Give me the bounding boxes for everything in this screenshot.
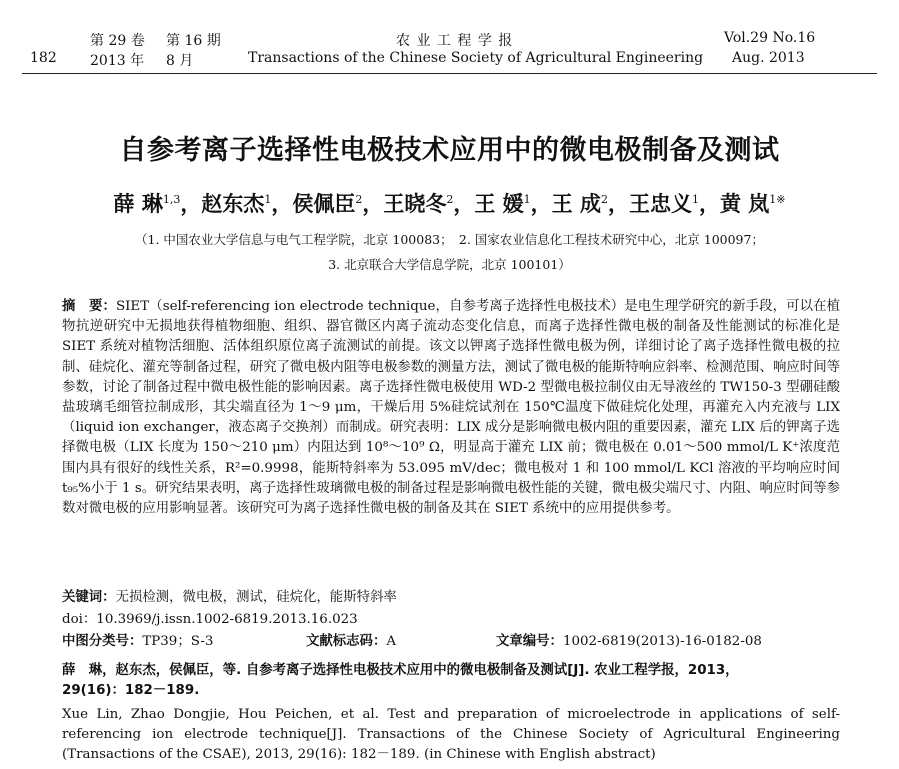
author-name: 薛 琳 xyxy=(113,192,163,216)
author xyxy=(474,192,530,216)
abstract xyxy=(62,297,840,519)
author-separator: ， xyxy=(530,192,552,216)
author-name: 王 媛 xyxy=(474,192,524,216)
citation-en: Xue Lin, Zhao Dongjie, Hou Peichen, et al. Test and preparation of microelectrode in applications of self-referencing ion electrode technique[J]. Transactions of the Chinese Society of Agricultural Engineering (Transactions of the CSAE), 2013, 29(16): 182－189. (in Chinese with English abstract) xyxy=(62,707,840,763)
author-list xyxy=(0,188,899,218)
author-name: 黄 岚 xyxy=(719,192,770,216)
month-cn: 8 月 xyxy=(166,53,194,69)
author xyxy=(114,192,181,216)
clc-number xyxy=(62,630,213,649)
author-separator: ， xyxy=(271,192,293,216)
author-name: 王 成 xyxy=(551,192,601,216)
author-affiliation-mark: 1 xyxy=(691,193,699,206)
paper-title: 自参考离子选择性电极技术应用中的微电极制备及测试 xyxy=(119,135,780,166)
author xyxy=(552,192,608,216)
author xyxy=(383,192,453,216)
year-cn: 2013 年 xyxy=(90,53,145,69)
article-no-label: 文章编号： xyxy=(496,634,563,649)
author-separator: ， xyxy=(607,192,629,216)
article-number xyxy=(496,630,762,649)
doc-code-value: A xyxy=(386,634,397,649)
keywords-label: 关键词： xyxy=(62,590,116,605)
header-rule xyxy=(22,73,877,74)
author xyxy=(629,192,699,216)
journal-name-cn: 农 业 工 程 学 报 xyxy=(396,33,514,49)
article-no-value: 1002-6819(2013)-16-0182-08 xyxy=(562,634,762,649)
author-affiliation-mark: 2 xyxy=(446,193,454,206)
author-separator: ， xyxy=(698,192,720,216)
author xyxy=(720,192,786,216)
author-separator: ， xyxy=(180,192,202,216)
author-separator: ， xyxy=(362,192,384,216)
keywords-text: 无损检测，微电极，测试，硅烷化，能斯特斜率 xyxy=(115,590,397,605)
author-affiliation-mark: 2 xyxy=(355,193,363,206)
citation-cn-line-1: 薛 琳，赵东杰，侯佩臣，等. 自参考离子选择性电极技术应用中的微电极制备及测试[J]. 农业工程学报，2013， xyxy=(62,663,739,678)
volume-cn: 第 29 卷 xyxy=(90,33,145,49)
affiliations-line-1: （1. 中国农业大学信息与电气工程学院，北京 100083； 2. 国家农业信息化工程技术研究中心，北京 100097； xyxy=(135,232,764,247)
author-name: 王晓冬 xyxy=(383,192,447,216)
author-separator: ， xyxy=(453,192,475,216)
author-name: 赵东杰 xyxy=(201,192,265,216)
author xyxy=(292,192,362,216)
author-affiliation-mark: 1,3 xyxy=(162,193,181,206)
author-affiliation-mark: 1 xyxy=(264,193,272,206)
clc-label: 中图分类号： xyxy=(62,634,143,649)
clc-value: TP39；S-3 xyxy=(142,634,214,649)
issue-cn: 第 16 期 xyxy=(166,33,221,49)
author-name: 王忠义 xyxy=(628,192,692,216)
document-code xyxy=(306,630,396,649)
author-name: 侯佩臣 xyxy=(292,192,356,216)
affiliations-line-2: 3. 北京联合大学信息学院，北京 100101） xyxy=(328,257,571,272)
abstract-label: 摘 要： xyxy=(62,299,116,314)
citation-cn-line-2: 29(16)：182－189. xyxy=(62,683,200,699)
author-affiliation-mark: 1 xyxy=(523,193,531,206)
doc-code-label: 文献标志码： xyxy=(306,634,387,649)
abstract-text: SIET（self-referencing ion electrode technique，自参考离子选择性电极技术）是电生理学研究的新手段，可以在植物抗逆研究中无损地获得植物细胞、组织、器官微区内离子流动态变化信息，而离子选择性微电极的制备及性能测试的标准化是 SIET 系统对植物活细胞、活体组织原位离子流测试的前提。该文以钾离子选择性微电极为例，详细讨论了离子选择性微电极的拉制、硅烷化、灌充等制备过程，研究了微电极内阻等电极参数的测量方法，测试了微电极的能斯特响应斜率、检测范围、响应时间等参数，讨论了制备过程中微电极性能的影响因素。离子选择性微电极使用 WD-2 型微电极拉制仪由无导液丝的 TW150-3 型硼硅酸盐玻璃毛细管拉制成形，其尖端直径为 1～9 μm，干燥后用 5%硅烷试剂在 150℃温度下做硅烷化处理，再灌充入内充液与 LIX（liquid ion exchanger，液态离子交换剂）而制成。研究表明：LIX 成分是影响微电极内阻的重要因素，灌充 LIX 后的钾离子选择微电极（LIX 长度为 150～210 μm）内阻达到 10⁸～10⁹ Ω，明显高于灌充 LIX 前；微电极在 0.01～500 mmol/L K⁺浓度范围内具有很好的线性关系，R²=0.9998，能斯特斜率为 53.095 mV/dec；微电极对 1 和 100 mmol/L KCl 溶液的平均响应时间 t₉₅%小于 1 s。研究结果表明，离子选择性玻璃微电极的制备过程是影响微电极性能的关键，微电极尖端尺寸、内阻、响应时间等参数对微电极的应用影响显著。该研究可为离子选择性微电极的制备及其在 SIET 系统中的应用提供参考。 xyxy=(62,299,840,517)
vol-no-en: Vol.29 No.16 xyxy=(724,30,816,46)
author-affiliation-mark: 1※ xyxy=(769,193,786,206)
doi: doi：10.3969/j.issn.1002-6819.2013.16.023 xyxy=(62,612,358,627)
keywords xyxy=(62,586,397,605)
journal-name-en: Transactions of the Chinese Society of Agricultural Engineering xyxy=(248,50,704,66)
author-affiliation-mark: 2 xyxy=(600,193,608,206)
date-en: Aug. 2013 xyxy=(732,50,805,66)
author xyxy=(201,192,271,216)
citation-cn xyxy=(62,661,840,701)
page-number: 182 xyxy=(30,50,57,66)
